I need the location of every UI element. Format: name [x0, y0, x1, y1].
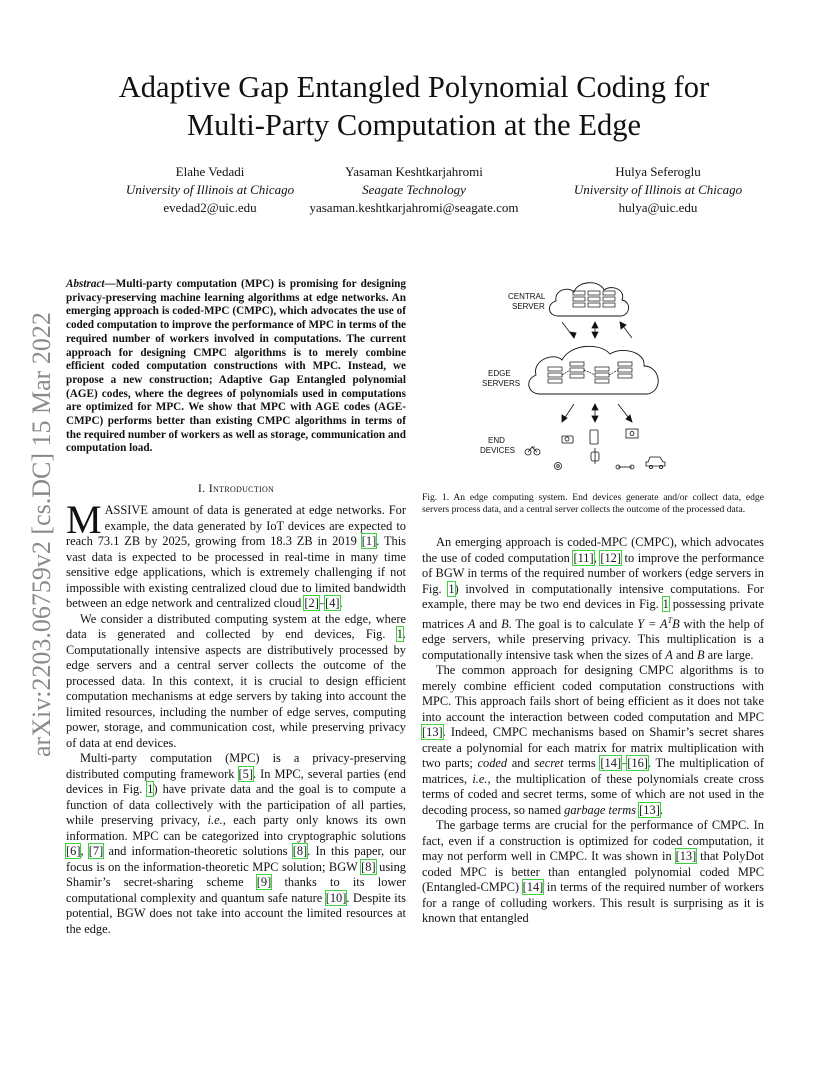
math: Y = A [637, 616, 668, 631]
math: B [696, 647, 705, 662]
edge-label: EDGE [488, 369, 511, 378]
text: . Computationally intensive aspects are distributively processed by edge servers and a central server collects the outcome of the processed data. In this context, it is crucial to design efficient computation mechanisms at edge servers by taking into account the limited resources, including the number of edge serves, computing power, storage, and communication cost, while preserving privacy of data at end devices. [66, 627, 406, 750]
text: ASSIVE amount of data is generated at edge networks. For example, the data generated by IoT devices are expected to reach 73.1 ZB by 2025, growing from 18.3 ZB in 2019 [66, 503, 406, 548]
author-email: hulya@uic.edu [618, 200, 698, 215]
citation-link[interactable]: [7] [88, 844, 104, 858]
title-line-2: Multi-Party Computation at the Edge [186, 108, 642, 142]
text: that PolyDot coded MPC is better than entangled polynomial coded MPC (Entangled-CMPC) [422, 849, 764, 895]
figure-caption: Fig. 1. An edge computing system. End devices generate and/or collect data, edge servers process data, and a central server collects the outcome of the processed data. [422, 492, 764, 515]
citation-link[interactable]: [5] [238, 766, 253, 781]
text: An emerging approach is coded-MPC (CMPC), which advocates the use of coded computation [422, 535, 764, 565]
abstract-label: Abstract [66, 278, 105, 290]
paper-title [60, 68, 768, 144]
author-email: evedad2@uic.edu [163, 200, 257, 215]
author-block-3 [528, 163, 788, 217]
author-name: Elahe Vedadi [175, 164, 245, 179]
text: and [475, 616, 502, 631]
arrows [562, 404, 632, 422]
citation-link[interactable]: [10] [325, 890, 347, 905]
math: A [467, 616, 476, 631]
text: , [593, 550, 601, 565]
author-email: yasaman.keshtkarjahromi@seagate.com [309, 200, 519, 215]
text: garbage terms [564, 802, 637, 817]
right-column [422, 535, 764, 927]
citation-link[interactable]: [12] [600, 550, 621, 565]
edge-label: SERVERS [482, 379, 521, 388]
math: B [672, 616, 680, 631]
citation-link[interactable]: [8] [292, 844, 308, 858]
central-server-cloud [549, 283, 628, 316]
dropcap: M [66, 497, 102, 542]
section-heading: I. Introduction [197, 481, 275, 495]
text: and [672, 647, 697, 662]
text: terms [563, 756, 601, 771]
paragraph [422, 818, 764, 927]
citation-link[interactable]: [11] [573, 550, 594, 565]
author-name: Hulya Seferoglu [615, 164, 701, 179]
arrows [562, 322, 632, 338]
text: . [339, 596, 343, 610]
monitor-icon [626, 429, 638, 438]
figure-edge-computing-diagram [470, 272, 690, 477]
citation-link[interactable]: [1] [361, 534, 377, 548]
text: and information-theoretic solutions [103, 844, 293, 858]
text: each party only knows its own information. MPC can be categorized into cryptographic solutions [66, 813, 406, 843]
citation-link[interactable]: [13] [639, 802, 660, 817]
author-block-2 [284, 163, 544, 217]
text: in terms of the required number of workers for a range of colluding workers. This result is surprising as it is known that entangled [422, 880, 764, 926]
math: T [667, 615, 673, 625]
text: Multi-party computation (MPC) is a privacy-preserving distributed computing framework [66, 751, 406, 781]
paragraph [422, 535, 764, 663]
text: The common approach for designing CMPC algorithms is to merely combine efficient coded computation constructions with MPC. This approach fails short of being efficient as it does not take into account the interaction between coded computation and MPC [422, 663, 764, 724]
text: coded [477, 756, 508, 771]
citation-link[interactable]: [13] [422, 725, 443, 740]
figure-link[interactable]: 1 [147, 782, 154, 796]
text: . The multiplication of matrices, [422, 756, 764, 786]
author-name: Yasaman Keshtkarjahromi [345, 164, 483, 179]
citation-link[interactable]: [4] [325, 596, 340, 610]
text: . In MPC, several parties (end devices in Fig. [66, 766, 406, 796]
text: are large. [704, 647, 754, 662]
text: i.e., [207, 813, 226, 827]
arxiv-stamp [14, 265, 62, 765]
text: . Indeed, CMPC mechanisms based on Shamir’s secret shares create a polynomial for each matrix for matrix multiplication with two parts; [422, 725, 764, 771]
text: to improve the performance of BGW in terms of the required number of workers (edge servers in Fig. [422, 550, 764, 596]
text: possessing private matrices [422, 597, 764, 631]
text: and [507, 756, 535, 771]
text: . Despite its potential, BGW does not take into account the limited resources at the edge. [66, 890, 407, 936]
end-label: DEVICES [480, 446, 516, 455]
text: The garbage terms are crucial for the performance of CMPC. In fact, even if a construction is optimized for coded computation, it may not perform well in CMPC. It was shown in [422, 818, 764, 864]
paragraph [66, 497, 406, 612]
camera-icon [562, 436, 573, 443]
citation-link[interactable]: [6] [66, 844, 81, 858]
title-line-1: Adaptive Gap Entangled Polynomial Coding for [118, 70, 710, 104]
text: . In this paper, our focus is on the information-theoretic MPC solution; BGW [66, 844, 406, 874]
citation-link[interactable]: [14] [600, 756, 622, 771]
text: with the help of edge servers, while preserving privacy. This multiplication is a computationally intensive task when the sizes of [422, 616, 764, 662]
left-column [66, 497, 407, 937]
math: A [665, 647, 673, 662]
text: We consider a distributed computing system at the edge, where data is generated and collected by end devices, Fig. [66, 611, 406, 641]
author-affiliation: University of Illinois at Chicago [573, 182, 743, 197]
text: . The goal is to calculate [508, 616, 638, 631]
paragraph [66, 612, 406, 752]
abstract [66, 278, 406, 456]
phone-icon [590, 430, 598, 444]
text: using Shamir’s secret-sharing scheme [66, 859, 407, 889]
watch-icon [591, 448, 599, 464]
drone-icon [616, 465, 634, 469]
math: B [501, 616, 509, 631]
text: ) involved in computationally intensive computations. For example, there may be two end devices in Fig. [422, 581, 764, 611]
end-label: END [488, 436, 505, 445]
figure-link[interactable]: 1 [662, 597, 669, 611]
text: ) have private data and the goal is to compute a function of data collectively with the participation of all parties, while preserving privacy, [66, 782, 406, 827]
sensor-icon [555, 463, 562, 470]
citation-link[interactable]: [16] [627, 756, 648, 771]
text: . [659, 802, 663, 817]
text: – [318, 596, 326, 610]
author-affiliation: Seagate Technology [362, 182, 466, 197]
text: . This vast data is expected to be processed in real-time in many time sensitive edge applications, which is extremely challenging if not impossible with existing centralized cloud due to limited bandwidth between an edge network and centralized cloud [66, 534, 406, 610]
citation-link[interactable]: [13] [675, 849, 697, 864]
bicycle-icon [525, 447, 540, 455]
text: – [621, 756, 628, 771]
car-icon [646, 457, 665, 469]
paragraph [66, 751, 406, 937]
citation-link[interactable]: [8] [361, 859, 376, 874]
abstract-text: —Multi-party computation (MPC) is promising for designing privacy-preserving machine learning algorithms at edge networks. An emerging approach is coded-MPC (CMPC), which advocates the use of coded computation to improve the performance of MPC in terms of the required number of workers involved in computations. The current approach for designing CMPC algorithms is to merely combine efficient coded computation constructions with MPC. Instead, we propose a new construction; Adaptive Gap Entangled polynomial (AGE) codes, where the degrees of polynomials used in computations are optimized for MPC. We show that MPC with AGE codes (AGE-CMPC) performs better than existing CMPC algorithms in terms of the required number of workers as well as storage, communication and computation load. [66, 278, 407, 455]
figure-link[interactable]: 1 [396, 627, 403, 641]
citation-link[interactable]: [14] [522, 880, 544, 895]
paragraph [422, 663, 764, 818]
author-affiliation: University of Illinois at Chicago [125, 182, 295, 197]
citation-link[interactable]: [9] [256, 875, 272, 889]
central-label: CENTRAL [508, 292, 546, 301]
text: thanks to its lower computational complexity and quantum safe nature [66, 875, 406, 905]
text: the multiplication of these polynomials create cross terms of coded and secret terms, some of which are not used in the decoding process, so named [422, 771, 764, 817]
arxiv-stamp-text: arXiv:2203.06759v2 [cs.DC] 15 Mar 2022 [27, 312, 56, 757]
text: i.e., [472, 771, 491, 786]
text: secret [534, 756, 564, 771]
central-label: SERVER [512, 302, 545, 311]
figure-link[interactable]: 1 [448, 581, 455, 596]
citation-link[interactable]: [2] [304, 596, 319, 610]
text: , [80, 844, 89, 858]
end-device-icons [525, 429, 665, 470]
